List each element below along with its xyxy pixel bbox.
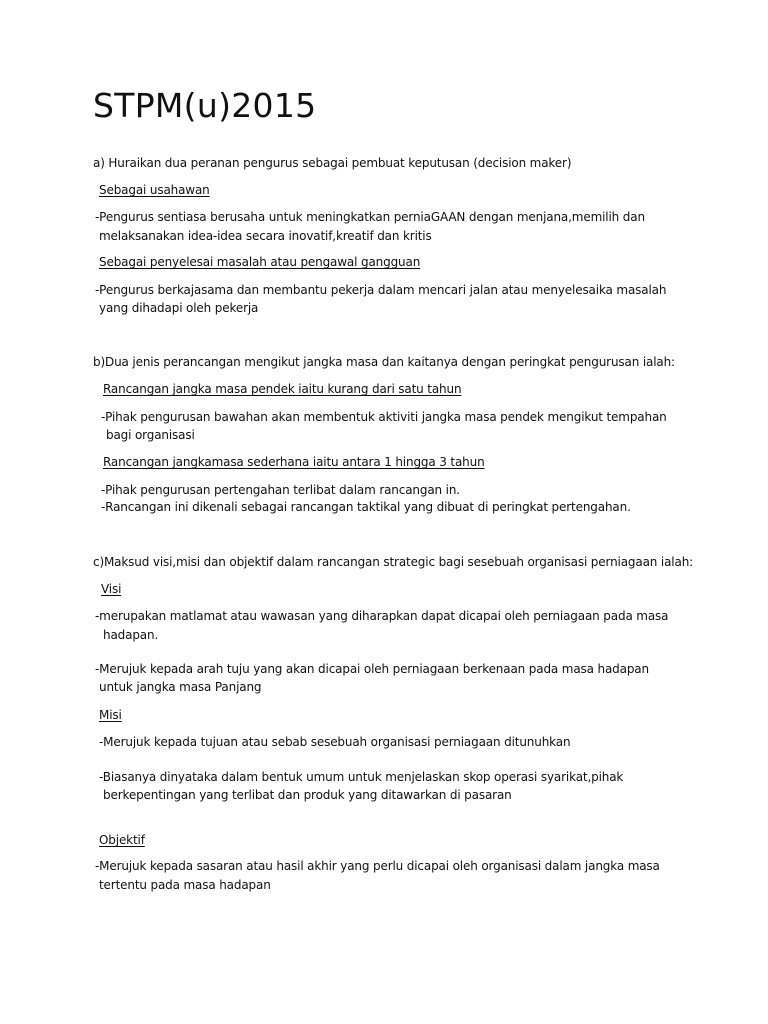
page-title: STPM(u)2015 <box>93 86 317 125</box>
point-a2-line1: -Pengurus berkajasama dan membantu pekerja dalam mencari jalan atau menyelesaika masalah <box>95 283 667 297</box>
objektif-point-line1: -Merujuk kepada sasaran atau hasil akhir yang perlu dicapai oleh organisasi dalam jangka masa <box>95 859 660 873</box>
point-a2-line2: yang dihadapi oleh pekerja <box>99 301 259 315</box>
misi-point1: -Merujuk kepada tujuan atau sebab sesebuah organisasi perniagaan ditunuhkan <box>99 735 571 749</box>
visi-point1-line1: -merupakan matlamat atau wawasan yang diharapkan dapat dicapai oleh perniagaan pada masa <box>95 609 669 623</box>
heading-sebagai-usahawan: Sebagai usahawan <box>99 183 210 197</box>
question-c: c)Maksud visi,misi dan objektif dalam rancangan strategic bagi sesebuah organisasi perniagaan ialah: <box>93 555 694 569</box>
point-b1-line1: -Pihak pengurusan bawahan akan membentuk aktiviti jangka masa pendek mengikut tempahan <box>101 410 667 424</box>
heading-objektif: Objektif <box>99 833 145 847</box>
misi-point2-line1: -Biasanya dinyataka dalam bentuk umum untuk menjelaskan skop operasi syarikat,pihak <box>99 770 624 784</box>
heading-misi: Misi <box>99 708 122 722</box>
objektif-point-line2: tertentu pada masa hadapan <box>99 878 271 892</box>
question-a: a) Huraikan dua peranan pengurus sebagai pembuat keputusan (decision maker) <box>93 156 572 170</box>
heading-visi: Visi <box>101 582 122 596</box>
heading-penyelesai-masalah: Sebagai penyelesai masalah atau pengawal gangguan <box>99 255 421 269</box>
question-b: b)Dua jenis perancangan mengikut jangka masa dan kaitanya dengan peringkat pengurusan ialah: <box>93 355 675 369</box>
visi-point1-line2: hadapan. <box>103 628 159 642</box>
visi-point2-line1: -Merujuk kepada arah tuju yang akan dicapai oleh perniagaan berkenaan pada masa hadapan <box>95 662 649 676</box>
point-a1-line2: melaksanakan idea-idea secara inovatif,kreatif dan kritis <box>99 229 432 243</box>
point-a1-line1: -Pengurus sentiasa berusaha untuk meningkatkan perniaGAAN dengan menjana,memilih dan <box>95 210 645 224</box>
heading-jangka-pendek: Rancangan jangka masa pendek iaitu kurang dari satu tahun <box>103 382 462 396</box>
point-b1-line2: bagi organisasi <box>106 428 195 442</box>
misi-point2-line2: berkepentingan yang terlibat dan produk yang ditawarkan di pasaran <box>103 788 512 802</box>
point-b2-line1: -Pihak pengurusan pertengahan terlibat dalam rancangan in. <box>101 483 460 497</box>
visi-point2-line2: untuk jangka masa Panjang <box>99 680 262 694</box>
heading-jangka-sederhana: Rancangan jangkamasa sederhana iaitu antara 1 hingga 3 tahun <box>103 455 485 469</box>
point-b2-line2: -Rancangan ini dikenali sebagai rancangan taktikal yang dibuat di peringkat pertengahan. <box>101 500 631 514</box>
